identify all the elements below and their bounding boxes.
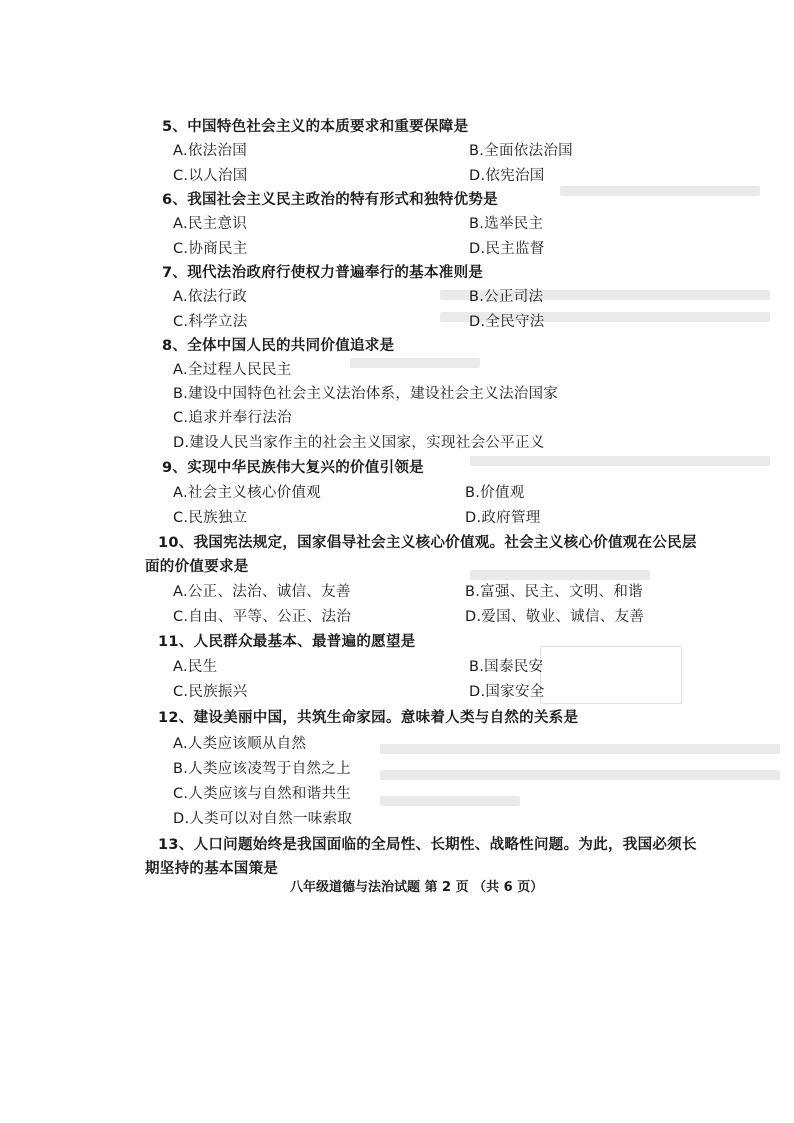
question-9-option-d: D.政府管理 — [465, 510, 541, 526]
question-6-option-a: A.民主意识 — [173, 216, 248, 232]
question-5-option-c: C.以人治国 — [173, 168, 248, 184]
question-7-option-d: D.全民守法 — [469, 314, 545, 330]
question-9-stem: 9、实现中华民族伟大复兴的价值引领是 — [162, 460, 424, 476]
question-11-option-b: B.国泰民安 — [469, 659, 544, 675]
question-11-option-a: A.民生 — [173, 659, 218, 675]
question-12-option-b: B.人类应该凌驾于自然之上 — [173, 761, 351, 777]
question-12-option-d: D.人类可以对自然一味索取 — [173, 811, 353, 827]
question-12-stem: 12、建设美丽中国，共筑生命家园。意味着人类与自然的关系是 — [158, 710, 579, 726]
question-5-option-d: D.依宪治国 — [469, 168, 545, 184]
bleed-through-mark — [380, 770, 780, 780]
bleed-through-mark — [470, 570, 650, 580]
question-10-option-a: A.公正、法治、诚信、友善 — [173, 584, 351, 600]
question-9-option-c: C.民族独立 — [173, 510, 248, 526]
question-6-option-c: C.协商民主 — [173, 241, 248, 257]
question-8-option-c: C.追求并奉行法治 — [173, 410, 292, 426]
page-footer: 八年级道德与法治试题 第 2 页 （共 6 页） — [290, 880, 544, 895]
question-8-option-a: A.全过程人民民主 — [173, 362, 292, 378]
question-7-option-c: C.科学立法 — [173, 314, 248, 330]
question-5-option-a: A.依法治国 — [173, 143, 248, 159]
question-10-option-d: D.爱国、敬业、诚信、友善 — [465, 609, 645, 625]
question-8-option-d: D.建设人民当家作主的社会主义国家，实现社会公平正义 — [173, 435, 545, 451]
question-8-option-b: B.建设中国特色社会主义法治体系，建设社会主义法治国家 — [173, 386, 559, 402]
question-7-option-b: B.公正司法 — [469, 289, 544, 305]
question-10-stem-line2: 面的价值要求是 — [145, 559, 249, 575]
question-9-option-a: A.社会主义核心价值观 — [173, 485, 322, 501]
question-12-option-a: A.人类应该顺从自然 — [173, 736, 307, 752]
question-13-stem-line2: 期坚持的基本国策是 — [145, 861, 279, 877]
question-6-option-d: D.民主监督 — [469, 241, 545, 257]
bleed-through-mark — [380, 744, 780, 754]
bleed-through-mark — [470, 456, 770, 466]
question-10-option-b: B.富强、民主、文明、和谐 — [465, 584, 643, 600]
question-11-option-d: D.国家安全 — [469, 684, 545, 700]
question-13-stem: 13、人口问题始终是我国面临的全局性、长期性、战略性问题。为此，我国必须长 — [158, 837, 697, 853]
bleed-through-mark — [380, 796, 520, 806]
question-7-option-a: A.依法行政 — [173, 289, 248, 305]
question-9-option-b: B.价值观 — [465, 485, 525, 501]
bleed-through-mark — [560, 186, 760, 196]
question-7-stem: 7、现代法治政府行使权力普遍奉行的基本准则是 — [162, 265, 484, 281]
bleed-through-mark — [350, 358, 480, 368]
question-11-stem: 11、人民群众最基本、最普遍的愿望是 — [158, 634, 416, 650]
question-6-stem: 6、我国社会主义民主政治的特有形式和独特优势是 — [162, 192, 498, 208]
bleed-through-box — [540, 646, 682, 704]
question-5-option-b: B.全面依法治国 — [469, 143, 573, 159]
question-12-option-c: C.人类应该与自然和谐共生 — [173, 786, 352, 802]
question-10-stem: 10、我国宪法规定，国家倡导社会主义核心价值观。社会主义核心价值观在公民层 — [158, 535, 697, 551]
question-8-stem: 8、全体中国人民的共同价值追求是 — [162, 338, 395, 354]
question-5-stem: 5、中国特色社会主义的本质要求和重要保障是 — [162, 119, 469, 135]
question-10-option-c: C.自由、平等、公正、法治 — [173, 609, 352, 625]
question-6-option-b: B.选举民主 — [469, 216, 544, 232]
question-11-option-c: C.民族振兴 — [173, 684, 248, 700]
